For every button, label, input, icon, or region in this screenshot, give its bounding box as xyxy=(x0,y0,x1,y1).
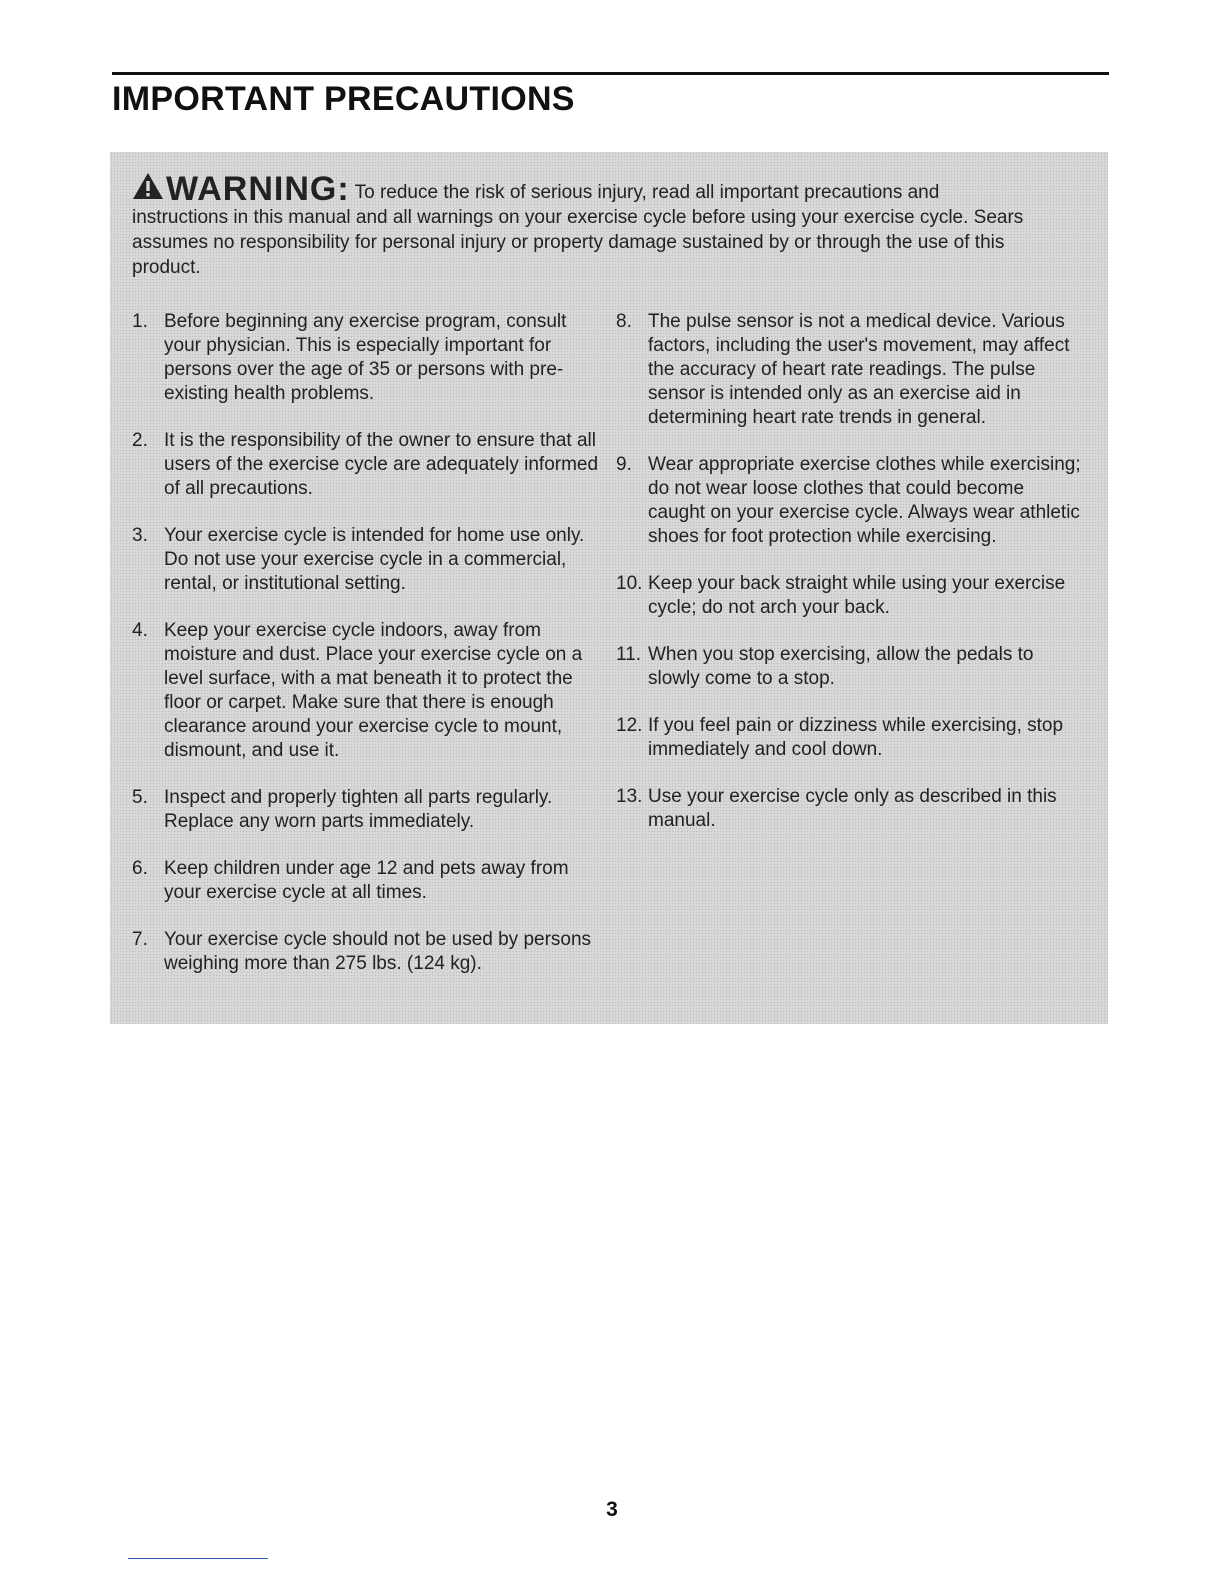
precaution-text: Your exercise cycle should not be used by persons weighing more than 275 lbs. (124 kg). xyxy=(164,929,592,974)
precaution-item xyxy=(132,429,602,501)
warning-intro-text: To reduce the risk of serious injury, read all important precautions and instructions in this manual and all warnings on your exercise cycle before using your exercise cycle. Sears assumes no responsibility for personal injury or property damage sustained by or through the use of this product. xyxy=(132,182,1024,278)
warning-intro-paragraph xyxy=(132,172,1086,280)
page-number: 3 xyxy=(606,1498,618,1521)
precautions-right-column xyxy=(616,310,1086,999)
warning-triangle-icon xyxy=(132,172,164,200)
precaution-number: 5. xyxy=(132,787,148,808)
precaution-text: Inspect and properly tighten all parts regularly. Replace any worn parts immediately. xyxy=(164,787,553,832)
precaution-number: 2. xyxy=(132,430,148,451)
warning-label: WARNING: xyxy=(166,170,350,208)
precaution-number: 6. xyxy=(132,858,148,879)
precaution-number: 8. xyxy=(616,311,632,332)
precaution-item xyxy=(132,524,602,596)
precautions-left-column xyxy=(132,310,602,999)
precaution-item xyxy=(132,857,602,905)
precaution-text: The pulse sensor is not a medical device. Various factors, including the user's movement, may affect the accuracy of heart rate readings. The pulse sensor is intended only as an exercise aid in determining heart rate trends in general. xyxy=(648,311,1070,428)
precaution-number: 7. xyxy=(132,929,148,950)
precaution-text: When you stop exercising, allow the pedals to slowly come to a stop. xyxy=(648,644,1034,689)
precaution-number: 9. xyxy=(616,454,632,475)
top-rule xyxy=(112,72,1109,75)
precaution-item xyxy=(616,714,1086,762)
precaution-item xyxy=(132,786,602,834)
precaution-number: 13. xyxy=(616,786,643,807)
precaution-text: Before beginning any exercise program, consult your physician. This is especially important for persons over the age of 35 or persons with pre-existing health problems. xyxy=(164,311,567,404)
bottom-rule xyxy=(128,1558,268,1559)
precaution-number: 3. xyxy=(132,525,148,546)
precaution-item xyxy=(616,453,1086,549)
precaution-number: 11. xyxy=(616,644,642,665)
precaution-item xyxy=(132,928,602,976)
precaution-number: 1. xyxy=(132,311,148,332)
precaution-text: It is the responsibility of the owner to ensure that all users of the exercise cycle are adequately informed of all precautions. xyxy=(164,430,599,499)
precaution-text: Keep children under age 12 and pets away from your exercise cycle at all times. xyxy=(164,858,569,903)
precaution-item xyxy=(616,643,1086,691)
precaution-text: If you feel pain or dizziness while exercising, stop immediately and cool down. xyxy=(648,715,1064,760)
precaution-text: Wear appropriate exercise clothes while exercising; do not wear loose clothes that could become caught on your exercise cycle. Always wear athletic shoes for foot protection while exercising. xyxy=(648,454,1081,547)
precaution-number: 4. xyxy=(132,620,148,641)
warning-box xyxy=(110,152,1108,1024)
precaution-item xyxy=(616,785,1086,833)
precaution-item xyxy=(132,310,602,406)
precaution-number: 10. xyxy=(616,573,643,594)
precaution-text: Use your exercise cycle only as described in this manual. xyxy=(648,786,1057,831)
precaution-text: Keep your exercise cycle indoors, away from moisture and dust. Place your exercise cycle on a level surface, with a mat beneath it to protect the floor or carpet. Make sure that there is enough clearance around your exercise cycle to mount, dismount, and use it. xyxy=(164,620,583,761)
precaution-text: Your exercise cycle is intended for home use only. Do not use your exercise cycle in a commercial, rental, or institutional setting. xyxy=(164,525,585,594)
precaution-item xyxy=(132,619,602,763)
precaution-text: Keep your back straight while using your exercise cycle; do not arch your back. xyxy=(648,573,1066,618)
precaution-item xyxy=(616,310,1086,430)
precaution-item xyxy=(616,572,1086,620)
precautions-columns xyxy=(132,310,1086,999)
page-title: IMPORTANT PRECAUTIONS xyxy=(112,80,575,118)
precaution-number: 12. xyxy=(616,715,643,736)
